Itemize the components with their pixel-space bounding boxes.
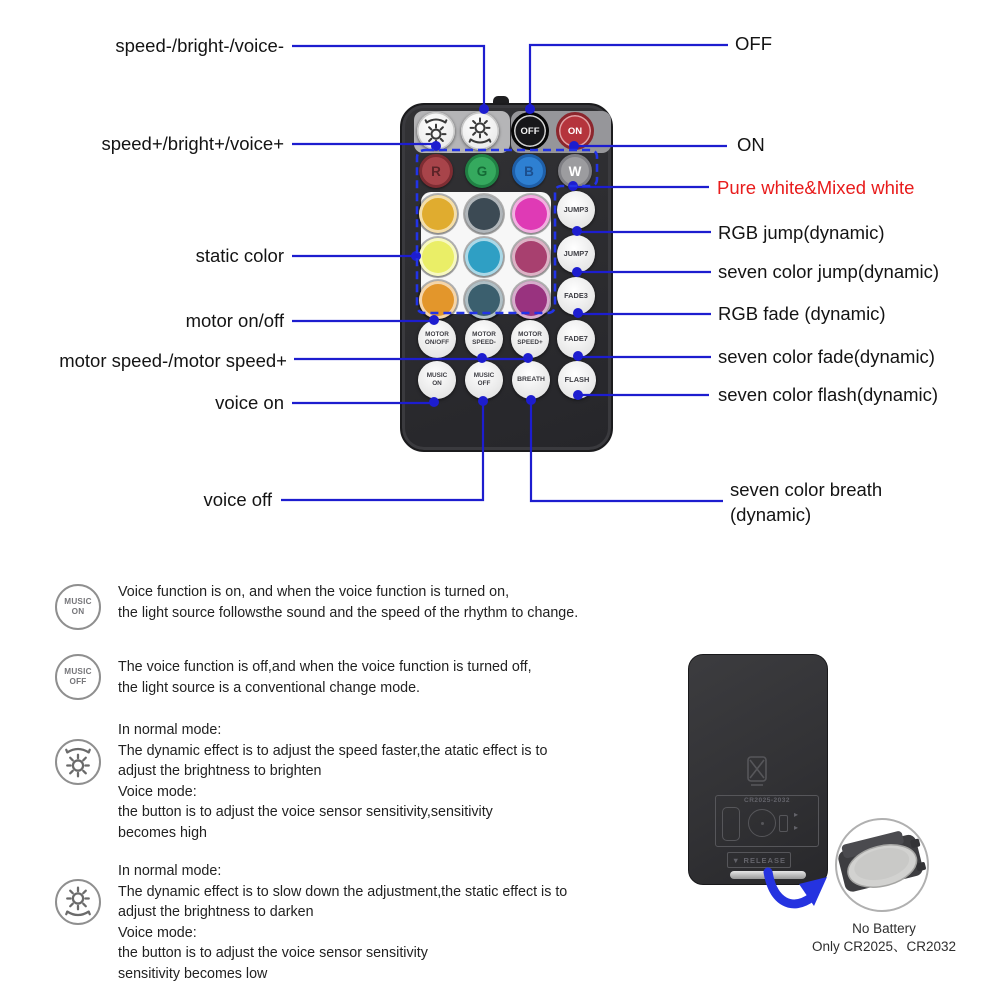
callout-rgb-jump: RGB jump(dynamic) bbox=[718, 222, 885, 243]
brightness-speed-up-icon bbox=[421, 116, 451, 146]
instruction-line: the button is to adjust the voice sensor sensitivity,sensitivity bbox=[118, 804, 493, 821]
jump3-label: JUMP3 bbox=[563, 204, 589, 214]
static-color-light-yellow-button bbox=[419, 238, 457, 276]
instruction-line: Voice function is on, and when the voice function is turned on, bbox=[118, 584, 510, 600]
instruction-line: Voice mode: bbox=[118, 783, 197, 800]
callout-off: OFF bbox=[735, 33, 772, 54]
speed-minus-button bbox=[461, 112, 499, 150]
static-color-plum-button bbox=[512, 238, 550, 276]
battery-note bbox=[784, 920, 984, 955]
arrow-mark: ▸ bbox=[794, 823, 799, 832]
callout-rgb-fade: RGB fade (dynamic) bbox=[718, 303, 886, 324]
off-button bbox=[511, 112, 549, 150]
callout-seven-breath-line1: seven color breath bbox=[730, 479, 883, 500]
flash-button bbox=[558, 361, 596, 399]
callout-static-color: static color bbox=[195, 245, 284, 266]
music-off-icon-text1: MUSIC bbox=[64, 667, 92, 676]
coin-cell-center-dot bbox=[761, 822, 764, 825]
battery-note-line2: Only CR2025、CR2032 bbox=[811, 938, 957, 954]
off-button-label: OFF bbox=[520, 125, 540, 137]
jump3-button bbox=[557, 191, 595, 229]
blue-button-label: B bbox=[524, 163, 534, 179]
instruction-speed-up bbox=[118, 720, 547, 844]
instruction-line: In normal mode: bbox=[118, 863, 222, 879]
music-on-l2: ON bbox=[432, 380, 442, 387]
flash-label: FLASH bbox=[564, 374, 590, 384]
music-on-button bbox=[418, 361, 456, 399]
callout-seven-breath-line2: (dynamic) bbox=[730, 504, 812, 525]
release-label: ▼ RELEASE bbox=[727, 852, 791, 868]
music-off-button bbox=[465, 361, 503, 399]
callout-seven-jump: seven color jump(dynamic) bbox=[718, 261, 940, 282]
brightness-speed-down-icon bbox=[465, 116, 495, 146]
instruction-line: The dynamic effect is to adjust the speed faster,the atatic effect is to bbox=[118, 742, 548, 759]
green-button-label: G bbox=[476, 163, 488, 179]
fade3-label: FADE3 bbox=[564, 290, 588, 300]
instruction-line: the button is to adjust the voice sensor sensitivity bbox=[118, 945, 428, 962]
breath-button bbox=[512, 361, 550, 399]
battery-holder-drawing bbox=[779, 815, 788, 832]
motor-speed-minus-l1: MOTOR bbox=[472, 331, 496, 339]
white-button-label: W bbox=[568, 163, 582, 179]
on-button-label: ON bbox=[567, 125, 583, 137]
static-color-magenta-button bbox=[512, 195, 550, 233]
motor-speed-plus-l2: SPEED+ bbox=[517, 339, 543, 346]
instruction-line: adjust the brightness to darken bbox=[118, 904, 314, 921]
instruction-line: The dynamic effect is to slow down the adjustment,the static effect is to bbox=[118, 883, 568, 900]
white-button bbox=[558, 154, 592, 188]
instruction-line: sensitivity becomes low bbox=[118, 965, 268, 982]
jump7-label: JUMP7 bbox=[563, 248, 589, 258]
battery-tray-photo bbox=[835, 818, 929, 912]
remote-front bbox=[400, 103, 613, 452]
music-off-icon bbox=[55, 654, 101, 700]
static-color-purple-button bbox=[512, 281, 550, 319]
static-color-cyan-button bbox=[465, 238, 503, 276]
motor-speed-minus-button bbox=[465, 320, 503, 358]
callout-seven-fade: seven color fade(dynamic) bbox=[718, 346, 935, 367]
remote-back bbox=[688, 654, 828, 885]
fade7-label: FADE7 bbox=[564, 333, 588, 343]
brightness-speed-up-icon bbox=[55, 739, 101, 785]
callout-on: ON bbox=[737, 134, 765, 155]
instruction-line: adjust the brightness to brighten bbox=[118, 763, 322, 780]
static-color-orange-button bbox=[419, 281, 457, 319]
green-button bbox=[465, 154, 499, 188]
music-on-icon-text1: MUSIC bbox=[64, 597, 92, 606]
crossed-battery-icon bbox=[744, 755, 770, 791]
instruction-voice-off bbox=[118, 657, 532, 698]
blue-button bbox=[512, 154, 546, 188]
battery-tray-slot bbox=[730, 871, 806, 879]
motor-speed-minus-l2: SPEED- bbox=[472, 339, 496, 346]
callout-motor-speed: motor speed-/motor speed+ bbox=[59, 350, 287, 371]
battery-diagram bbox=[715, 795, 819, 847]
red-button-label: R bbox=[431, 163, 441, 179]
motor-speed-plus-l1: MOTOR bbox=[518, 331, 542, 339]
callout-voice-off: voice off bbox=[203, 489, 272, 510]
motor-onoff-l1: MOTOR bbox=[425, 331, 449, 339]
instruction-line: In normal mode: bbox=[118, 722, 222, 738]
music-off-l2: OFF bbox=[477, 380, 491, 387]
instruction-line: becomes high bbox=[118, 824, 208, 841]
breath-label: BREATH bbox=[517, 375, 545, 383]
static-color-dark-slate-button bbox=[465, 195, 503, 233]
callout-seven-breath bbox=[730, 477, 882, 527]
motor-speed-plus-button bbox=[511, 320, 549, 358]
speed-plus-button bbox=[417, 112, 455, 150]
static-color-gold-button bbox=[419, 195, 457, 233]
battery-model-label: CR2025-2032 bbox=[744, 797, 790, 804]
callout-motor-onoff: motor on/off bbox=[185, 310, 284, 331]
callout-seven-flash: seven color flash(dynamic) bbox=[718, 384, 939, 405]
battery-note-line1: No Battery bbox=[852, 921, 916, 936]
music-on-icon bbox=[55, 584, 101, 630]
instruction-speed-down bbox=[118, 861, 567, 985]
instruction-line: the light source is a conventional change mode. bbox=[118, 679, 421, 696]
music-off-icon-text2: OFF bbox=[69, 677, 87, 686]
music-off-l1: MUSIC bbox=[473, 372, 495, 380]
motor-onoff-button bbox=[418, 320, 456, 358]
instruction-line: Voice mode: bbox=[118, 924, 197, 941]
brightness-speed-down-icon bbox=[55, 879, 101, 925]
instruction-line: the light source followsthe sound and the speed of the rhythm to change. bbox=[118, 604, 579, 621]
on-button bbox=[556, 112, 594, 150]
instruction-voice-on bbox=[118, 582, 578, 623]
callout-voice-on: voice on bbox=[215, 392, 284, 413]
fade3-button bbox=[557, 277, 595, 315]
battery-side-view bbox=[722, 807, 740, 841]
motor-onoff-l2: ON/OFF bbox=[424, 339, 450, 346]
callout-speed-minus: speed-/bright-/voice- bbox=[115, 35, 284, 56]
instruction-line: The voice function is off,and when the voice function is turned off, bbox=[118, 659, 532, 675]
music-on-icon-text2: ON bbox=[71, 607, 85, 616]
callout-pure-white: Pure white&Mixed white bbox=[717, 177, 915, 198]
callout-speed-plus: speed+/bright+/voice+ bbox=[101, 133, 284, 154]
red-button bbox=[419, 154, 453, 188]
fade7-button bbox=[557, 320, 595, 358]
static-color-dark-teal-button bbox=[465, 281, 503, 319]
jump7-button bbox=[557, 235, 595, 273]
arrow-mark: ▸ bbox=[794, 810, 799, 819]
music-on-l1: MUSIC bbox=[426, 372, 448, 380]
